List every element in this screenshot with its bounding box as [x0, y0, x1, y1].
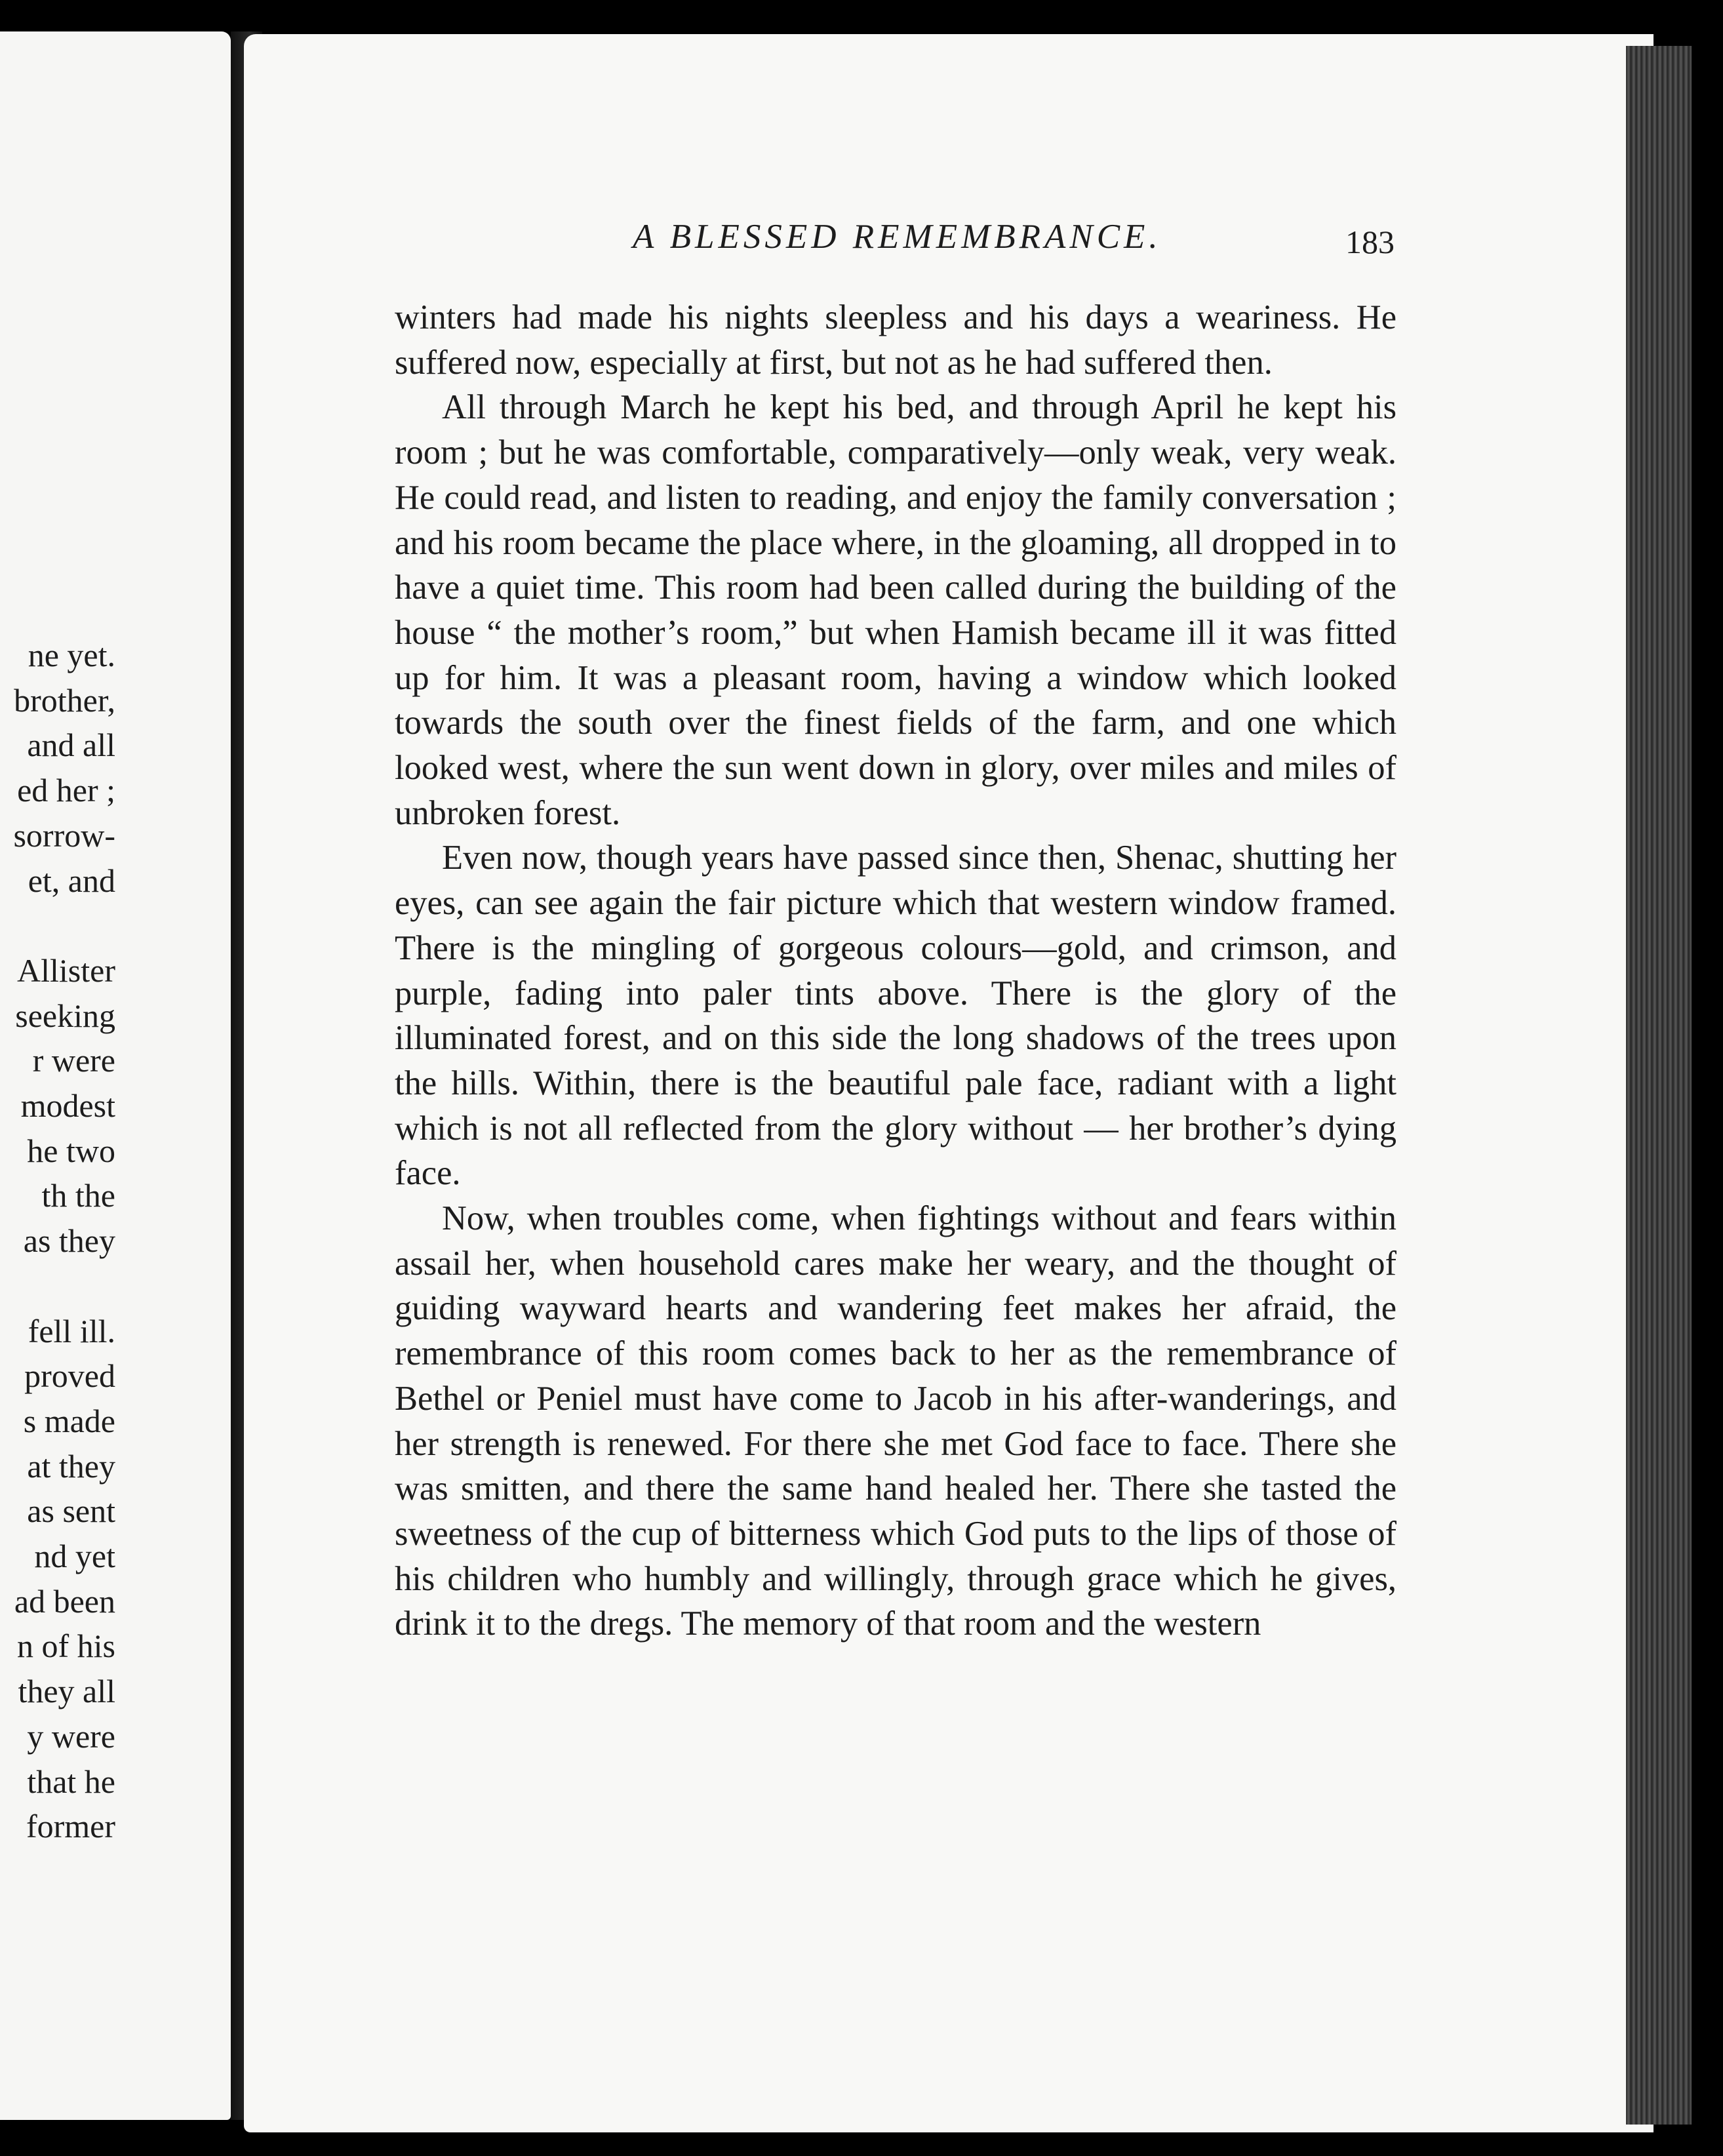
left-page-line: Allister [17, 951, 115, 989]
left-page-line: r were [32, 1042, 115, 1079]
left-page-line: as they [23, 1222, 115, 1260]
left-page-line: sorrow- [13, 816, 115, 854]
left-page-line: that he [27, 1763, 115, 1800]
left-page-line: brother, [14, 681, 115, 719]
left-page-line: they all [18, 1673, 115, 1710]
page-edges [1626, 46, 1692, 2125]
left-page-line: et, and [28, 862, 115, 899]
paragraph: winters had made his nights sleepless and his days a weariness. He suffered now, especially at first, but not as he had suffered then. [395, 298, 1396, 382]
left-page-line: seeking [15, 997, 115, 1034]
left-page-line: n of his [17, 1627, 115, 1665]
left-page-line: he two [27, 1132, 115, 1169]
left-page-line: and all [27, 727, 115, 764]
paragraph: All through March he kept his bed, and through April he kept his room ; but he was comfortable, comparatively—only weak, very weak. He could read, and listen to reading, and enjoy the family conversation ; and his room became the place where, in the gloaming, all dropped in to have a quiet time. This room had been called during the building of the house “ the mother’s room,” but when Hamish became ill it was fitted up for him. It was a pleasant room, having a window which looked towards the south over the finest fields of the farm, and one which looked west, where the sun went down in glory, over miles and miles of unbroken forest. [395, 388, 1396, 832]
page-number: 183 [1345, 224, 1395, 260]
body-text [395, 295, 1396, 1647]
left-page-line: nd yet [34, 1538, 115, 1574]
left-page-line: fell ill. [28, 1312, 115, 1349]
left-page [0, 31, 231, 2120]
left-page-line: ne yet. [28, 637, 115, 673]
left-page-line: former [26, 1808, 115, 1845]
left-page-line: as sent [27, 1492, 115, 1530]
left-page-line: ad been [14, 1582, 115, 1620]
left-page-line: ed her ; [17, 772, 115, 809]
left-page-line: s made [23, 1402, 115, 1439]
paragraph: Now, when troubles come, when fightings without and fears within assail her, when household cares make her weary, and the thought of guiding wayward hearts and wandering feet makes her afraid, the remembrance of this room comes back to her as the remembrance of Bethel or Peniel must have come to Jacob in his after-wanderings, and her strength is renewed. For there she met God face to face. There she was smitten, and there the same hand healed her. There she tasted the sweetness of the cup of bitterness which God puts to the lips of those of his children who humbly and willingly, through grace which he gives, drink it to the dregs. The memory of that room and the western [395, 1199, 1396, 1643]
left-page-line: modest [20, 1087, 115, 1124]
running-header-title: A BLESSED REMEMBRANCE. [633, 218, 1162, 256]
left-page-line: proved [24, 1357, 115, 1395]
left-page-line: y were [27, 1717, 115, 1755]
left-page-line: th the [41, 1177, 115, 1214]
left-page-line: at they [27, 1447, 115, 1485]
paragraph: Even now, though years have passed since then, Shenac, shutting her eyes, can see again the fair picture which that western window framed. There is the mingling of gorgeous colours—gold, and crimson, and purple, fading into paler tints above. There is the glory of the illuminated forest, and on this side the long shadows of the trees upon the hills. Within, there is the beautiful pale face, radiant with a light which is not all reflected from the glory without — her brother’s dying face. [395, 839, 1396, 1193]
